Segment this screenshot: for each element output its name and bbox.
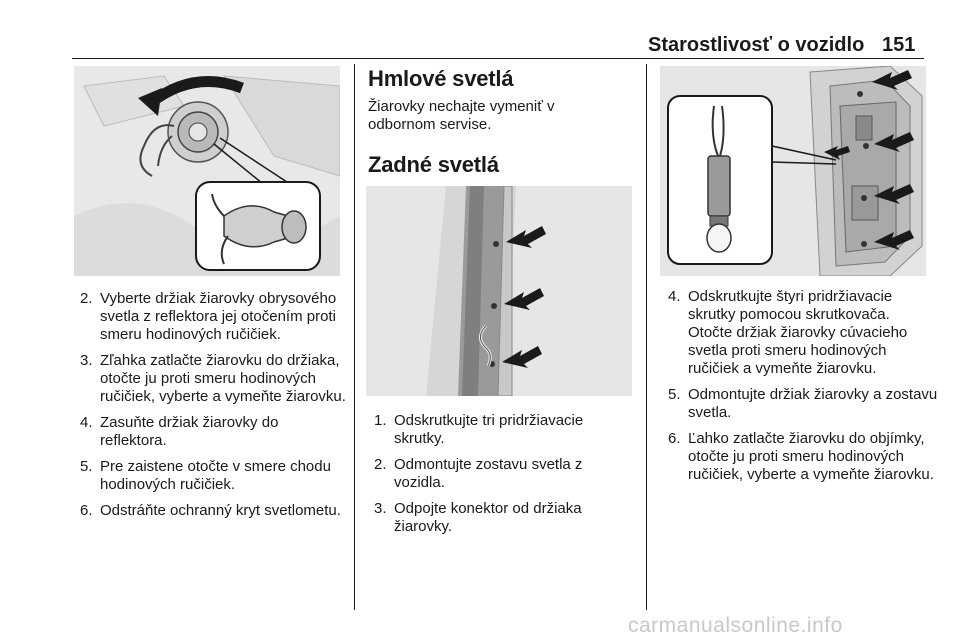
list-item — [374, 500, 634, 536]
step-text: Odskrutkujte tri pridržiavacie skrutky. — [394, 412, 584, 447]
rear-light-bulb-figure — [660, 66, 926, 276]
column-divider-right — [646, 64, 647, 610]
watermark: carmanualsonline.info — [628, 614, 843, 637]
middle-steps-list — [374, 412, 634, 544]
list-item — [80, 352, 348, 406]
right-steps-list — [668, 288, 938, 492]
step-number: 5. — [668, 386, 681, 403]
step-number: 5. — [80, 458, 93, 475]
step-text: Vyberte držiak žiarovky obrysového svetla z reflektora jej otočením proti smeru hodinových ručičiek. — [100, 290, 337, 343]
headlight-bulb-figure — [74, 66, 340, 276]
list-item — [374, 412, 634, 448]
step-text: Zasuňte držiak žiarovky do reflektora. — [100, 414, 279, 449]
step-number: 4. — [668, 288, 681, 305]
step-text: Odstráňte ochranný kryt svetlometu. — [100, 502, 341, 519]
rear-light-screws-figure — [366, 186, 632, 396]
step-text: Pre zaistene otočte v smere chodu hodinových ručičiek. — [100, 458, 331, 493]
list-item — [668, 288, 938, 378]
list-item — [80, 502, 348, 520]
step-text: Ľahko zatlačte žiarovku do objímky, otočte ju proti smeru hodinových ručičiek, vyberte a vymeňte žiarovku. — [688, 430, 934, 483]
page-number: 151 — [882, 34, 916, 56]
step-number: 2. — [80, 290, 93, 307]
list-item — [80, 458, 348, 494]
rear-lights-heading: Zadné svetlá — [368, 152, 499, 177]
header-divider — [72, 58, 924, 59]
step-number: 3. — [374, 500, 387, 517]
step-text: Odmontujte držiak žiarovky a zostavu svetla. — [688, 386, 938, 421]
fog-lights-heading: Hmlové svetlá — [368, 66, 514, 91]
list-item — [80, 414, 348, 450]
step-text: Zľahka zatlačte žiarovku do držiaka, otočte ju proti smeru hodinových ručičiek, vyberte a vymeňte žiarovku. — [100, 352, 346, 405]
step-number: 6. — [668, 430, 681, 447]
step-number: 6. — [80, 502, 93, 519]
list-item — [668, 430, 938, 484]
rear-light-screws-illustration — [366, 186, 632, 396]
rear-light-bulb-illustration — [660, 66, 926, 276]
column-divider-left — [354, 64, 355, 610]
page-header-title: Starostlivosť o vozidlo — [648, 34, 865, 56]
left-steps-list — [80, 290, 348, 528]
step-text: Odmontujte zostavu svetla z vozidla. — [394, 456, 583, 491]
step-number: 2. — [374, 456, 387, 473]
step-text: Odpojte konektor od držiaka žiarovky. — [394, 500, 582, 535]
headlight-bulb-illustration — [74, 66, 340, 276]
fog-lights-text: Žiarovky nechajte vymeniť v odbornom servise. — [368, 98, 555, 133]
list-item — [374, 456, 634, 492]
step-number: 3. — [80, 352, 93, 369]
step-text: Odskrutkujte štyri pridržiavacie skrutky pomocou skrutkovača. Otočte držiak žiarovky cúvacieho svetla proti smeru hodinových ručičiek a vymeňte žiarovku. — [688, 288, 908, 377]
list-item — [80, 290, 348, 344]
step-number: 4. — [80, 414, 93, 431]
list-item — [668, 386, 938, 422]
step-number: 1. — [374, 412, 387, 429]
